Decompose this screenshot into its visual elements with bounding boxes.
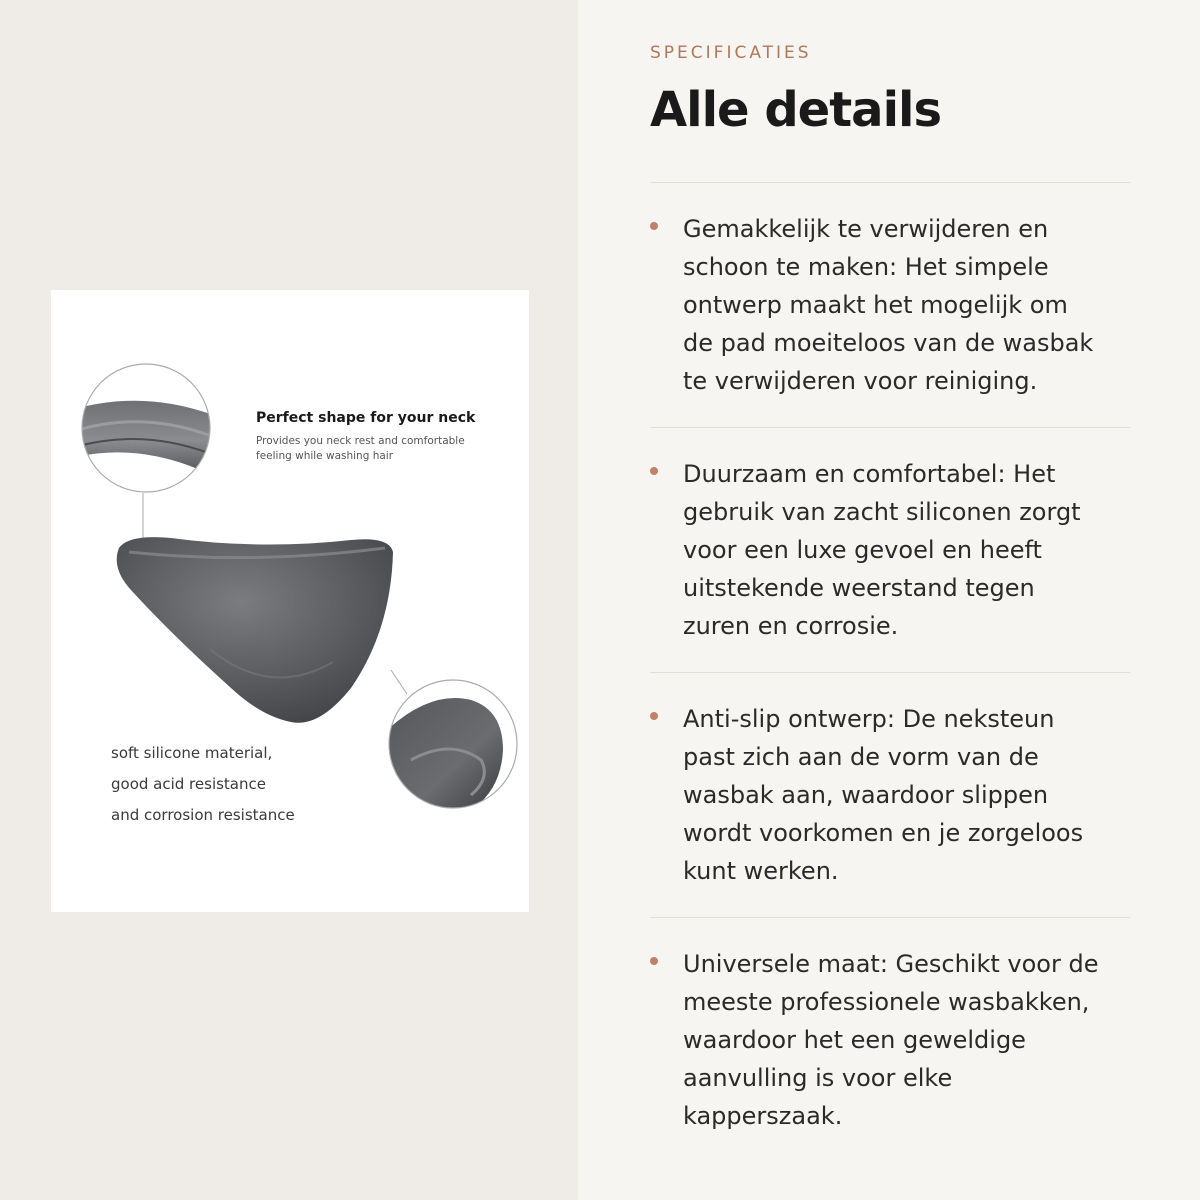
- bottom-callout: [387, 678, 519, 810]
- divider: [650, 672, 1130, 673]
- spec-text: Duurzaam en comfortabel: Het gebruik van zacht siliconen zorgt voor een luxe gevoel en heeft uitstekende weerstand tegen zuren en corrosie.: [683, 460, 1081, 640]
- feature-subtext: Provides you neck rest and comfortable feeling while washing hair: [256, 435, 465, 462]
- spec-text: Anti-slip ontwerp: De neksteun past zich aan de vorm van de wasbak aan, waardoor slippen wordt voorkomen en je zorgeloos kunt werken.: [683, 705, 1084, 885]
- bullet-icon: [650, 957, 658, 965]
- material-caption: soft silicone material, good acid resistance and corrosion resistance: [111, 744, 295, 824]
- section-eyebrow: SPECIFICATIES: [650, 43, 812, 63]
- neck-rest-pad: [117, 537, 393, 723]
- bullet-icon: [650, 467, 658, 475]
- divider: [650, 182, 1130, 183]
- divider: [650, 427, 1130, 428]
- spec-text: Gemakkelijk te verwijderen en schoon te maken: Het simpele ontwerp maakt het mogelijk om de pad moeiteloos van de wasbak te verwijderen voor reiniging.: [683, 215, 1094, 395]
- bullet-icon: [650, 222, 658, 230]
- bullet-icon: [650, 712, 658, 720]
- spec-text: Universele maat: Geschikt voor de meeste professionele wasbakken, waardoor het een geweldige aanvulling is voor elke kapperszaak.: [683, 950, 1099, 1130]
- top-callout: [71, 362, 221, 494]
- product-image: [51, 290, 529, 912]
- page-title: Alle details: [650, 82, 942, 138]
- divider: [650, 917, 1130, 918]
- feature-heading: Perfect shape for your neck: [256, 410, 476, 426]
